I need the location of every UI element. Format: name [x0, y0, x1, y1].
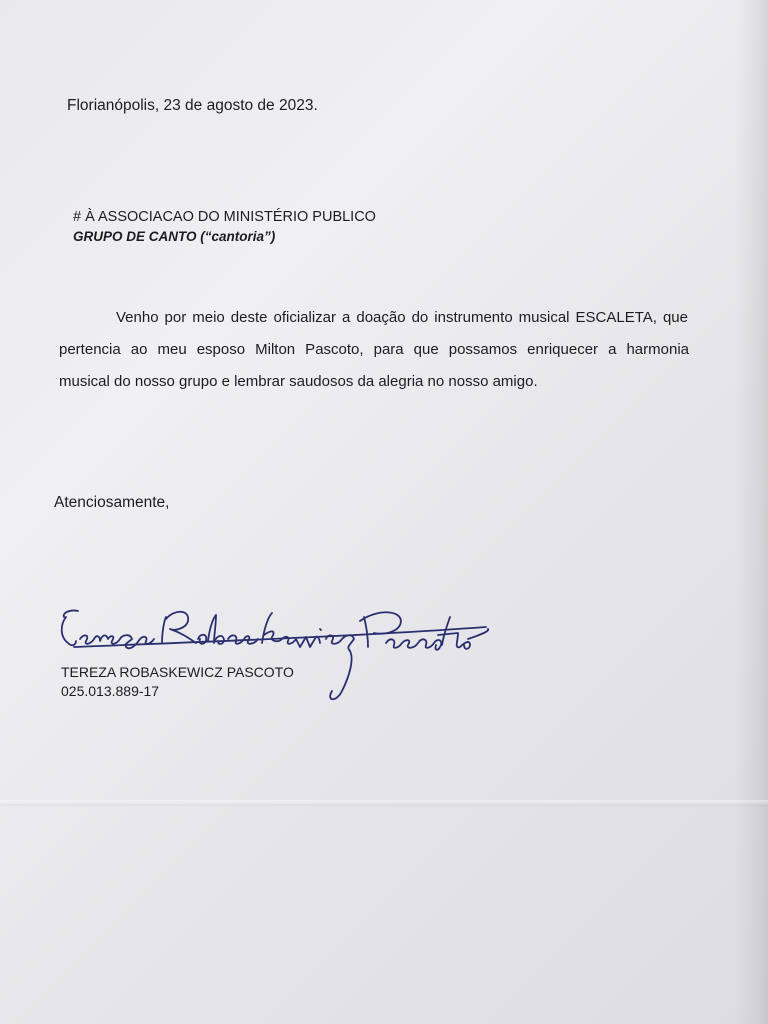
recipient-line-2: GRUPO DE CANTO (“cantoria”) [73, 229, 276, 244]
closing-salutation: Atenciosamente, [54, 494, 170, 511]
body-line-3: musical do nosso grupo e lembrar saudosos da alegria no nosso amigo. [59, 373, 538, 390]
signer-document-number: 025.013.889-17 [61, 683, 160, 699]
paper-fold-shadow [735, 0, 768, 1024]
letter-date: Florianópolis, 23 de agosto de 2023. [67, 97, 318, 114]
body-line-1: Venho por meio deste oficializar a doação do instrumento musical ESCALETA, que [116, 309, 688, 326]
body-line-2: pertencia ao meu esposo Milton Pascoto, para que possamos enriquecer a harmonia [59, 341, 689, 358]
recipient-line-1: # À ASSOCIACAO DO MINISTÉRIO PUBLICO [73, 209, 376, 225]
paper-crease [0, 800, 768, 806]
signer-name: TEREZA ROBASKEWICZ PASCOTO [61, 664, 294, 680]
